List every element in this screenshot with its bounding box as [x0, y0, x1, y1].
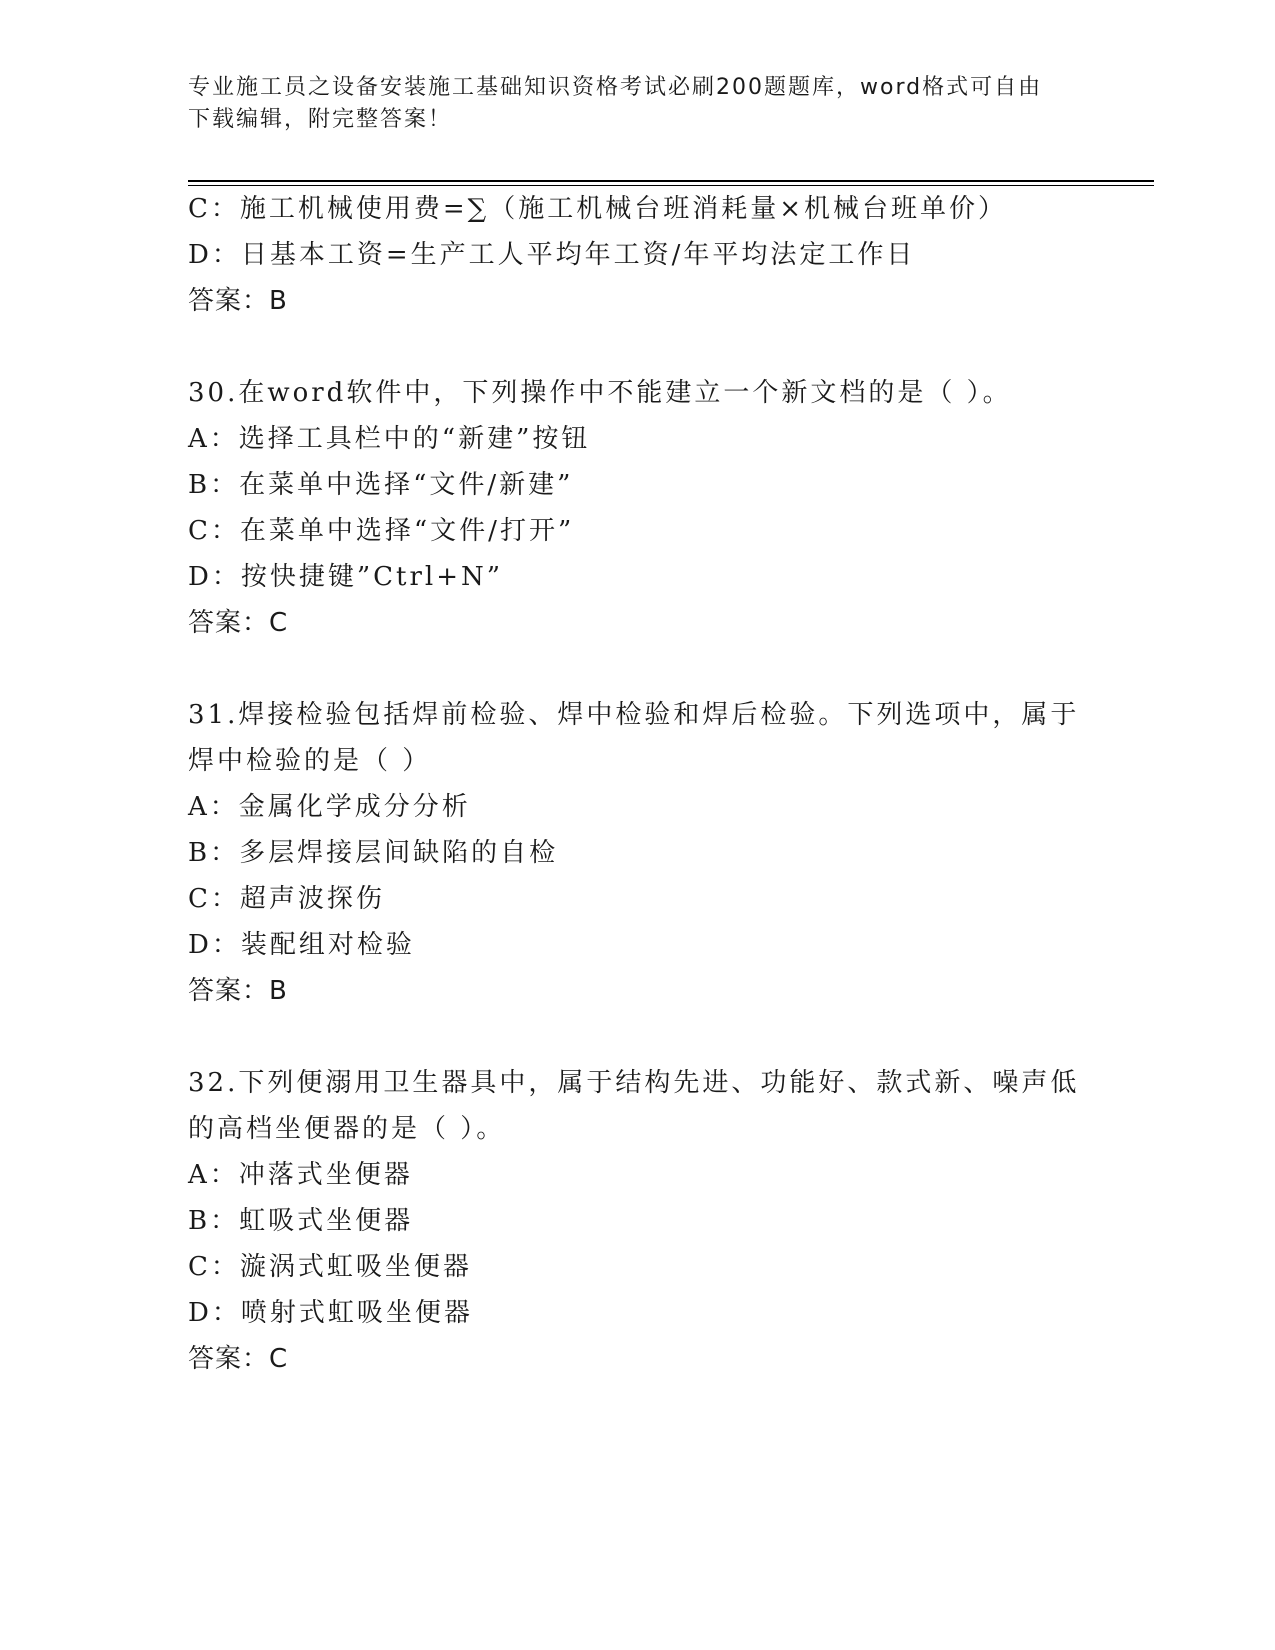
option-c: C：在菜单中选择“文件/打开”	[188, 516, 575, 546]
answer-line: 答案：B	[188, 286, 288, 316]
header-divider-thick	[188, 180, 1154, 182]
question-stem-continued: 焊中检验的是（ ）	[188, 746, 432, 776]
answer-line: 答案：C	[188, 608, 289, 638]
answer-line: 答案：B	[188, 976, 288, 1006]
option-c: C：超声波探伤	[188, 884, 385, 914]
question-32	[188, 1060, 1088, 1382]
question-stem: 32.下列便溺用卫生器具中，属于结构先进、功能好、款式新、噪声低	[188, 1068, 1080, 1098]
option-a: A：冲落式坐便器	[188, 1160, 413, 1190]
option-c: C：漩涡式虹吸坐便器	[188, 1252, 472, 1282]
option-a: A：选择工具栏中的“新建”按钮	[188, 424, 591, 454]
document-header	[188, 72, 1068, 136]
spacer	[188, 646, 1088, 692]
option-b: B：在菜单中选择“文件/新建”	[188, 470, 574, 500]
header-line-1: 专业施工员之设备安装施工基础知识资格考试必刷200题题库，word格式可自由	[188, 75, 1043, 100]
option-b: B：多层焊接层间缺陷的自检	[188, 838, 559, 868]
option-c: C：施工机械使用费=∑（施工机械台班消耗量×机械台班单价）	[188, 194, 1008, 224]
question-stem-continued: 的高档坐便器的是（ ）。	[188, 1114, 506, 1144]
question-30	[188, 370, 1088, 646]
previous-question-tail	[188, 186, 1088, 324]
option-d: D：按快捷键”Ctrl+N”	[188, 562, 504, 592]
spacer	[188, 324, 1088, 370]
option-b: B：虹吸式坐便器	[188, 1206, 414, 1236]
question-31	[188, 692, 1088, 1014]
answer-line: 答案：C	[188, 1344, 289, 1374]
question-stem: 30.在word软件中，下列操作中不能建立一个新文档的是（ ）。	[188, 378, 1012, 408]
option-d: D：装配组对检验	[188, 930, 415, 960]
header-line-2: 下载编辑，附完整答案！	[188, 107, 453, 132]
option-d: D：喷射式虹吸坐便器	[188, 1298, 473, 1328]
option-d: D：日基本工资=生产工人平均年工资/年平均法定工作日	[188, 240, 916, 270]
option-a: A：金属化学成分分析	[188, 792, 471, 822]
question-stem: 31.焊接检验包括焊前检验、焊中检验和焊后检验。下列选项中，属于	[188, 700, 1080, 730]
document-body	[188, 186, 1088, 1382]
spacer	[188, 1014, 1088, 1060]
